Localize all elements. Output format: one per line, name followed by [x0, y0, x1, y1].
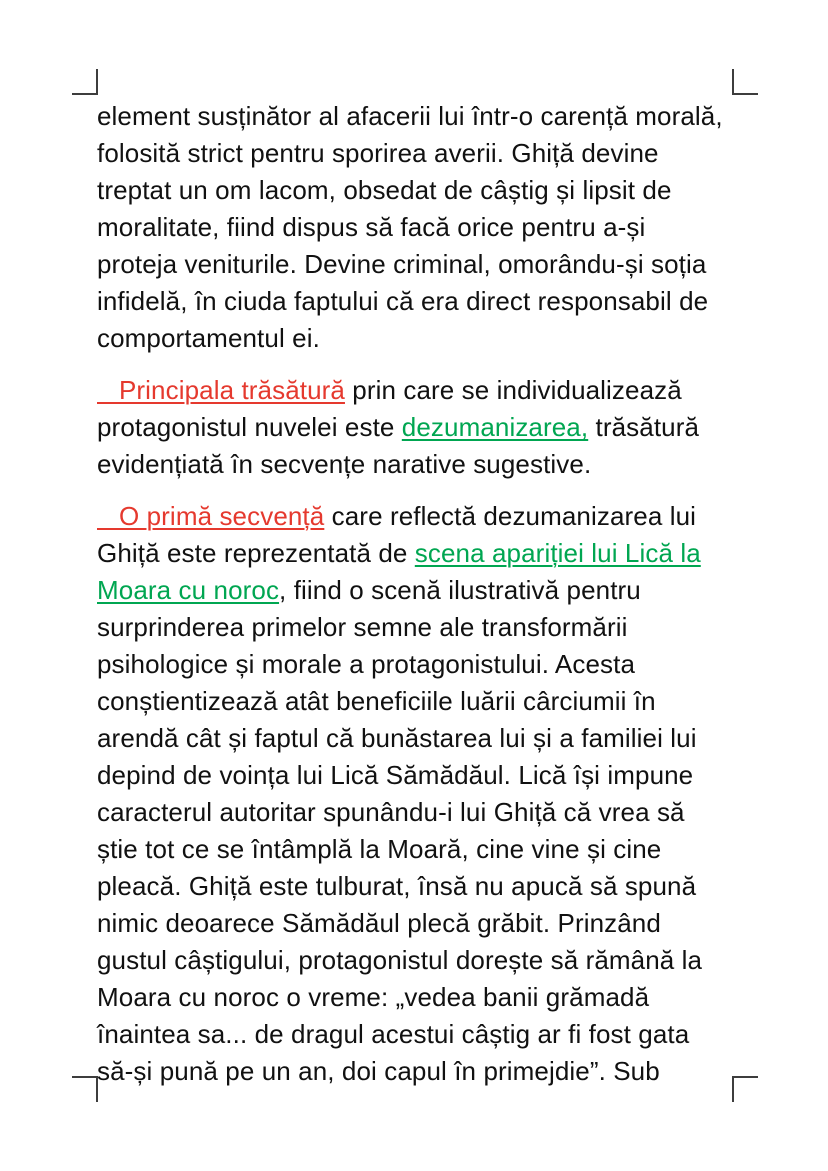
- text-run-red: O primă secvență: [97, 501, 325, 531]
- text-run-normal: element susținător al afacerii lui într-o carență morală, folosită strict pentru sporirea averii. Ghiță devine treptat un om lacom, obsedat de câștig și lipsit de moralitate, fiind dispus să facă orice pentru a-și proteja veniturile. Devine criminal, omorându-și soția infidelă, în ciuda faptului că era direct responsabil de comportamentul ei.: [97, 101, 723, 353]
- text-run-green: dezumanizarea,: [401, 412, 589, 442]
- text-run-green: scena apariției lui Lică la Moara cu noroc: [97, 538, 701, 605]
- crop-mark-top-right: [732, 69, 758, 95]
- crop-mark-top-left: [72, 69, 98, 95]
- document-body: [97, 98, 731, 1105]
- text-run-normal: , fiind o scenă ilustrativă pentru surprinderea primelor semne ale transformării psihologice și morale a protagonistului. Acesta conștientizează atât beneficiile luării cârciumii în arendă cât și faptul că bunăstarea lui și a familiei lui depind de voința lui Lică Sămădăul. Lică își impune caracterul autoritar spunându-i lui Ghiță că vrea să știe tot ce se întâmplă la Moară, cine vine și cine pleacă. Ghiță este tulburat, însă nu apucă să spună nimic deoarece Sămădăul plecă grăbit. Prinzând gustul câștigului, protagonistul dorește să rămână la Moara cu noroc o vreme: „vedea banii grămadă înaintea sa... de dragul acestui câștig ar fi fost gata să-și pună pe un an, doi capul în primejdie”. Sub: [97, 575, 703, 1086]
- text-run-normal: prin care se individualizează protagonistul nuvelei este: [97, 375, 682, 442]
- text-run-normal: trăsătură evidențiată în secvențe narative sugestive.: [97, 412, 700, 479]
- crop-mark-bottom-right: [732, 1076, 758, 1102]
- crop-mark-bottom-left: [72, 1076, 98, 1102]
- paragraph: [97, 98, 731, 357]
- text-run-red: Principala trăsătură: [97, 375, 345, 405]
- text-run-normal: care reflectă dezumanizarea lui Ghiță este reprezentată de: [97, 501, 697, 568]
- paragraph: [97, 372, 731, 483]
- paragraph: [97, 498, 731, 1090]
